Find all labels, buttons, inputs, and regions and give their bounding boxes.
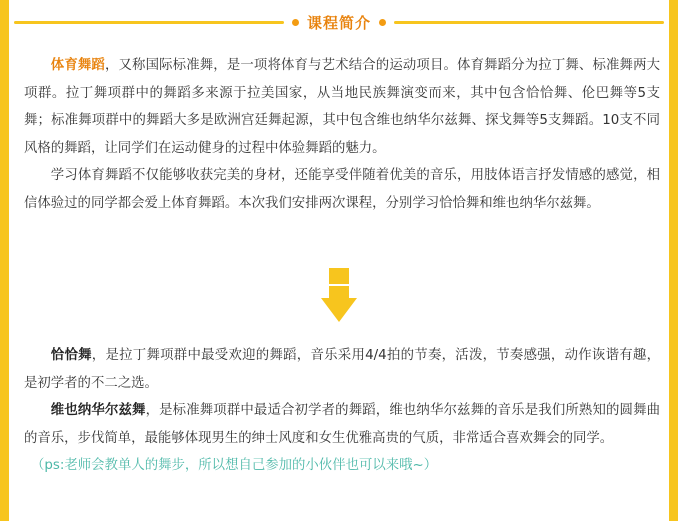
cha-paragraph <box>24 342 660 397</box>
intro-paragraph-1-text: ，又称国际标准舞，是一项将体育与艺术结合的运动项目。体育舞蹈分为拉丁舞、标准舞两大项群。拉丁舞项群中的舞蹈多来源于拉美国家，从当地民族舞演变而来，其中包含恰恰舞、伦巴舞等5支舞；标准舞项群中的舞蹈大多是欧洲宫廷舞起源，其中包含维也纳华尔兹舞、探戈舞等5支舞蹈。10支不同风格的舞蹈，让同学们在运动健身的过程中体验舞蹈的魅力。 <box>24 58 661 156</box>
intro-paragraph-2: 学习体育舞蹈不仅能够收获完美的身材，还能享受伴随着优美的音乐，用肢体语言抒发情感的感觉，相信体验过的同学都会爱上体育舞蹈。本次我们安排两次课程，分别学习恰恰舞和维也纳华尔兹舞。 <box>24 168 660 211</box>
intro-section <box>24 52 660 217</box>
note-text: （ps:老师会教单人的舞步，所以想自己参加的小伙伴也可以来哦~） <box>31 458 438 473</box>
cha-name: 恰恰舞 <box>50 348 92 363</box>
intro-paragraph-1 <box>24 52 660 162</box>
intro-highlight: 体育舞蹈 <box>50 58 105 73</box>
waltz-text: ，是标准舞项群中最适合初学者的舞蹈，维也纳华尔兹舞的音乐是我们所熟知的圆舞曲的音乐，步伐简单，最能够体现男生的绅士风度和女生优雅高贵的气质，非常适合喜欢舞会的同学。 <box>24 403 661 446</box>
section-title: 课程简介 <box>307 13 372 32</box>
cha-text: ，是拉丁舞项群中最受欢迎的舞蹈，音乐采用4/4拍的节奏，活泼，节奏感强，动作诙谐有趣，是初学者的不二之选。 <box>24 348 660 391</box>
header-line-left <box>14 21 284 24</box>
dances-section <box>24 342 660 480</box>
header-dot-right <box>379 19 386 26</box>
waltz-paragraph <box>24 397 660 452</box>
header-line-right <box>394 21 664 24</box>
header-dot-left <box>292 19 299 26</box>
section-header <box>14 10 664 34</box>
arrow-down-icon <box>321 268 357 322</box>
waltz-name: 维也纳华尔兹舞 <box>50 403 146 418</box>
